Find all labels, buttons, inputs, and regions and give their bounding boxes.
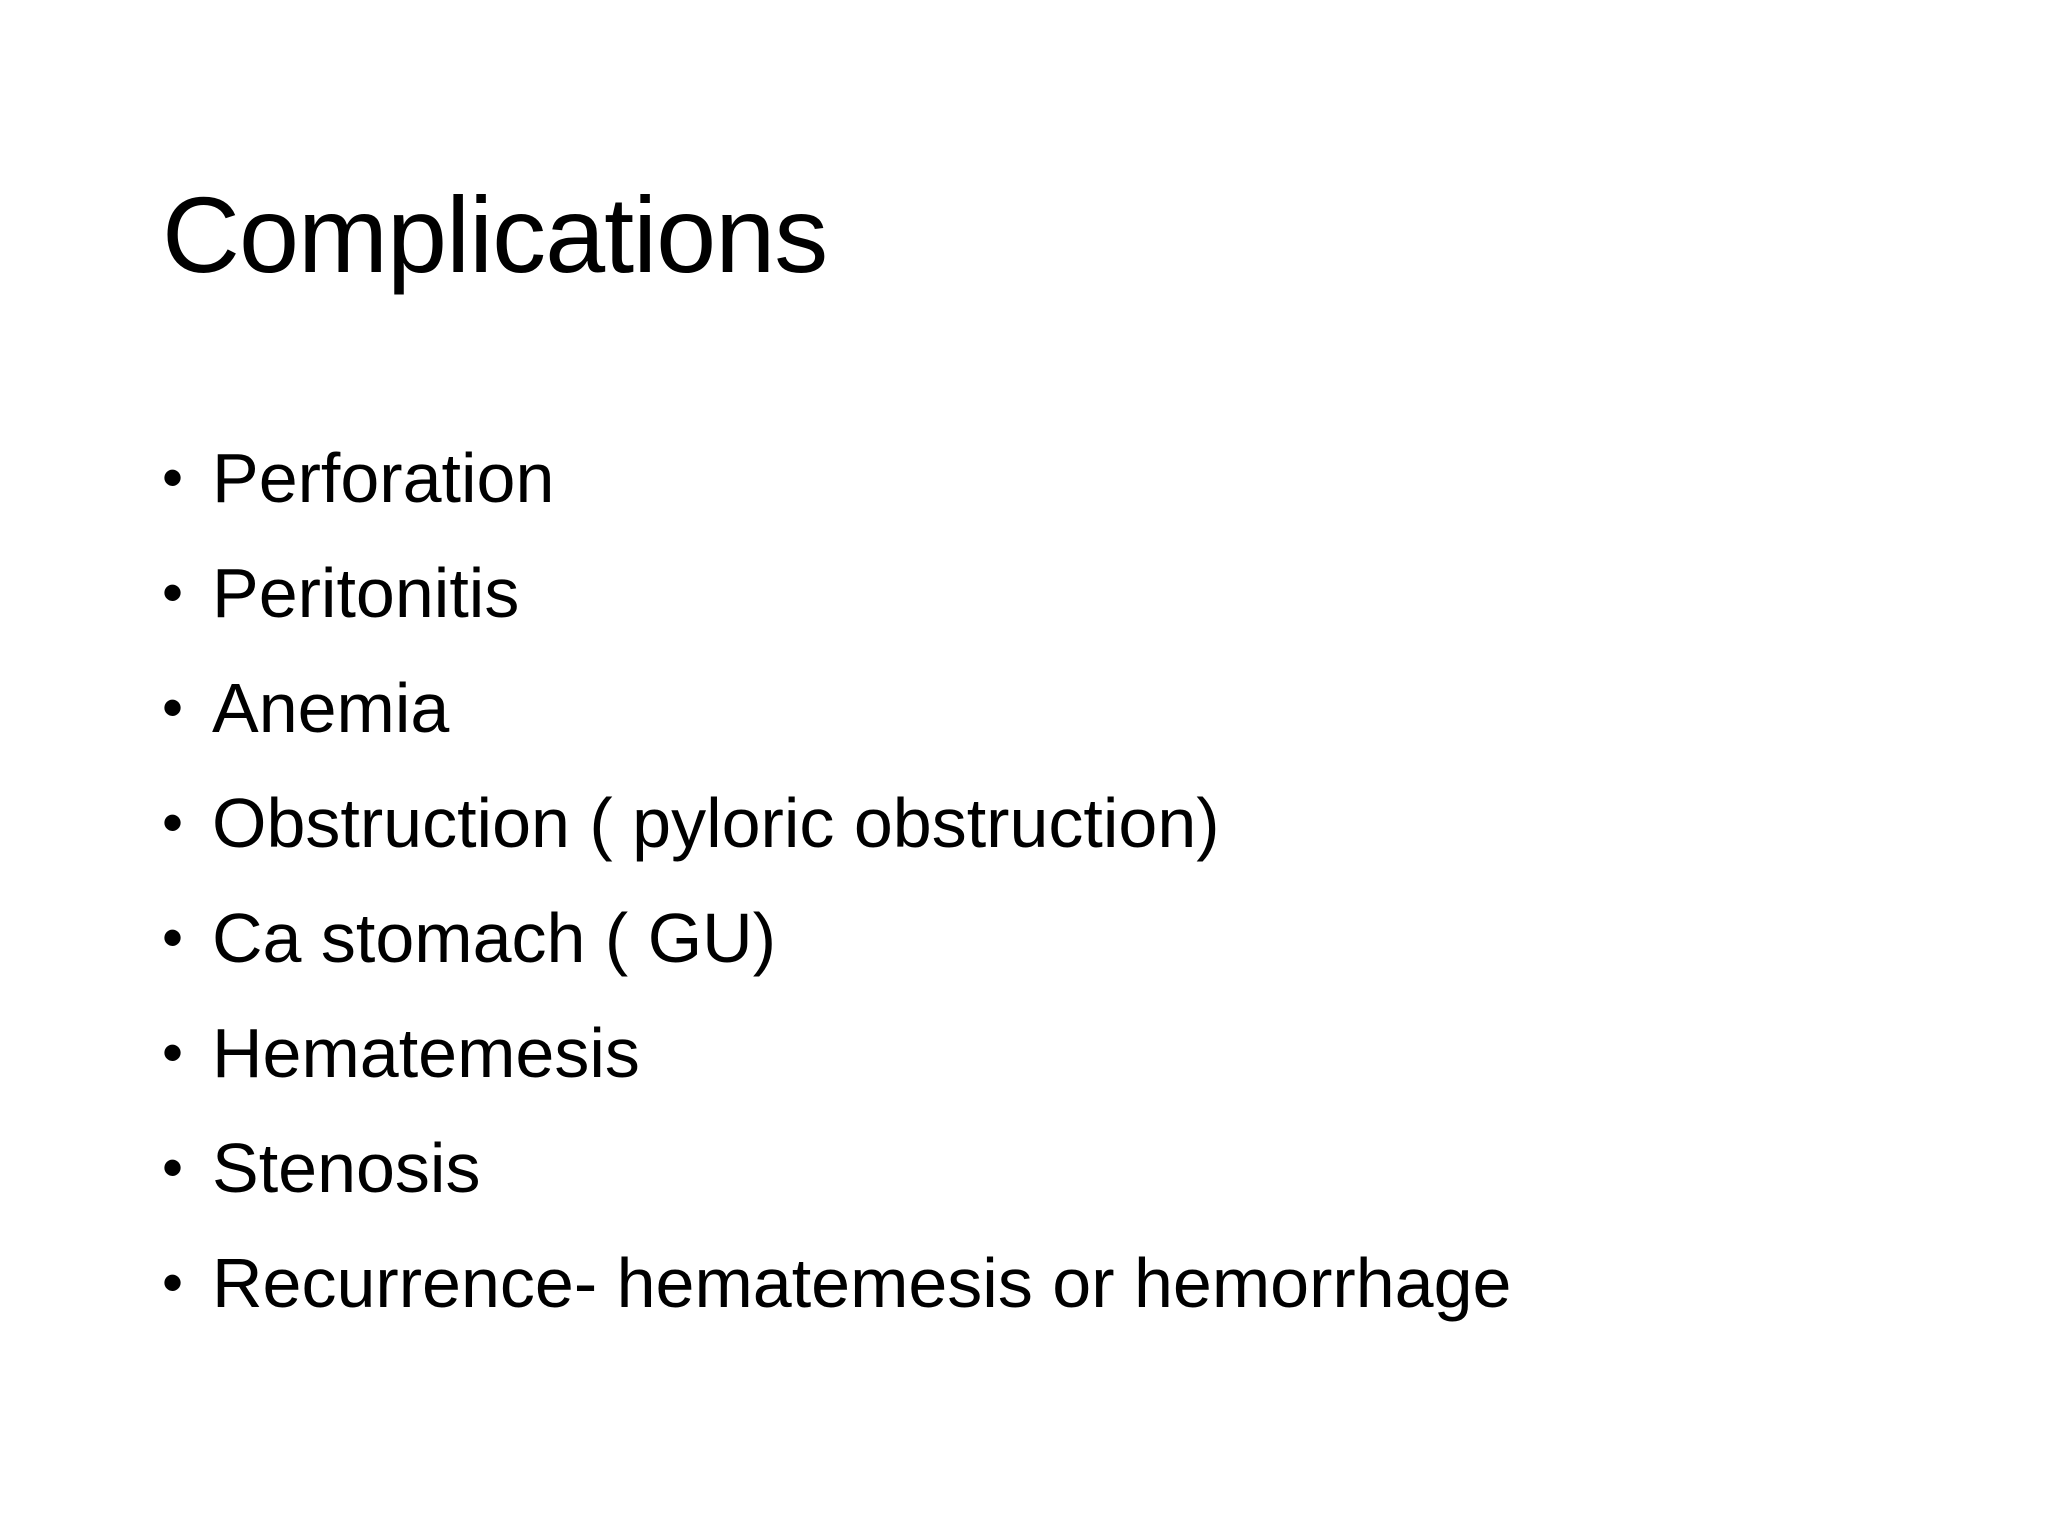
bullet-text: Peritonitis: [212, 553, 520, 632]
list-item: [162, 880, 1511, 995]
bullet-icon: •: [162, 1133, 184, 1201]
bullet-text: Hematemesis: [212, 1013, 640, 1092]
bullet-icon: •: [162, 903, 184, 971]
list-item: [162, 1110, 1511, 1225]
slide-title: Complications: [162, 174, 828, 295]
bullet-text: Recurrence- hematemesis or hemorrhage: [212, 1243, 1512, 1322]
list-item: [162, 1225, 1511, 1340]
bullet-icon: •: [162, 1018, 184, 1086]
bullet-text: Stenosis: [212, 1128, 481, 1207]
bullet-text: Obstruction ( pyloric obstruction): [212, 783, 1220, 862]
bullet-text: Ca stomach ( GU): [212, 898, 776, 977]
list-item: [162, 650, 1511, 765]
bullet-icon: •: [162, 788, 184, 856]
bullet-icon: •: [162, 673, 184, 741]
list-item: [162, 765, 1511, 880]
list-item: [162, 995, 1511, 1110]
bullet-icon: •: [162, 558, 184, 626]
bullet-icon: •: [162, 1248, 184, 1316]
list-item: [162, 420, 1511, 535]
bullet-text: Perforation: [212, 438, 555, 517]
bullet-icon: •: [162, 443, 184, 511]
bullet-text: Anemia: [212, 668, 450, 747]
bullet-list: [162, 420, 1511, 1340]
list-item: [162, 535, 1511, 650]
